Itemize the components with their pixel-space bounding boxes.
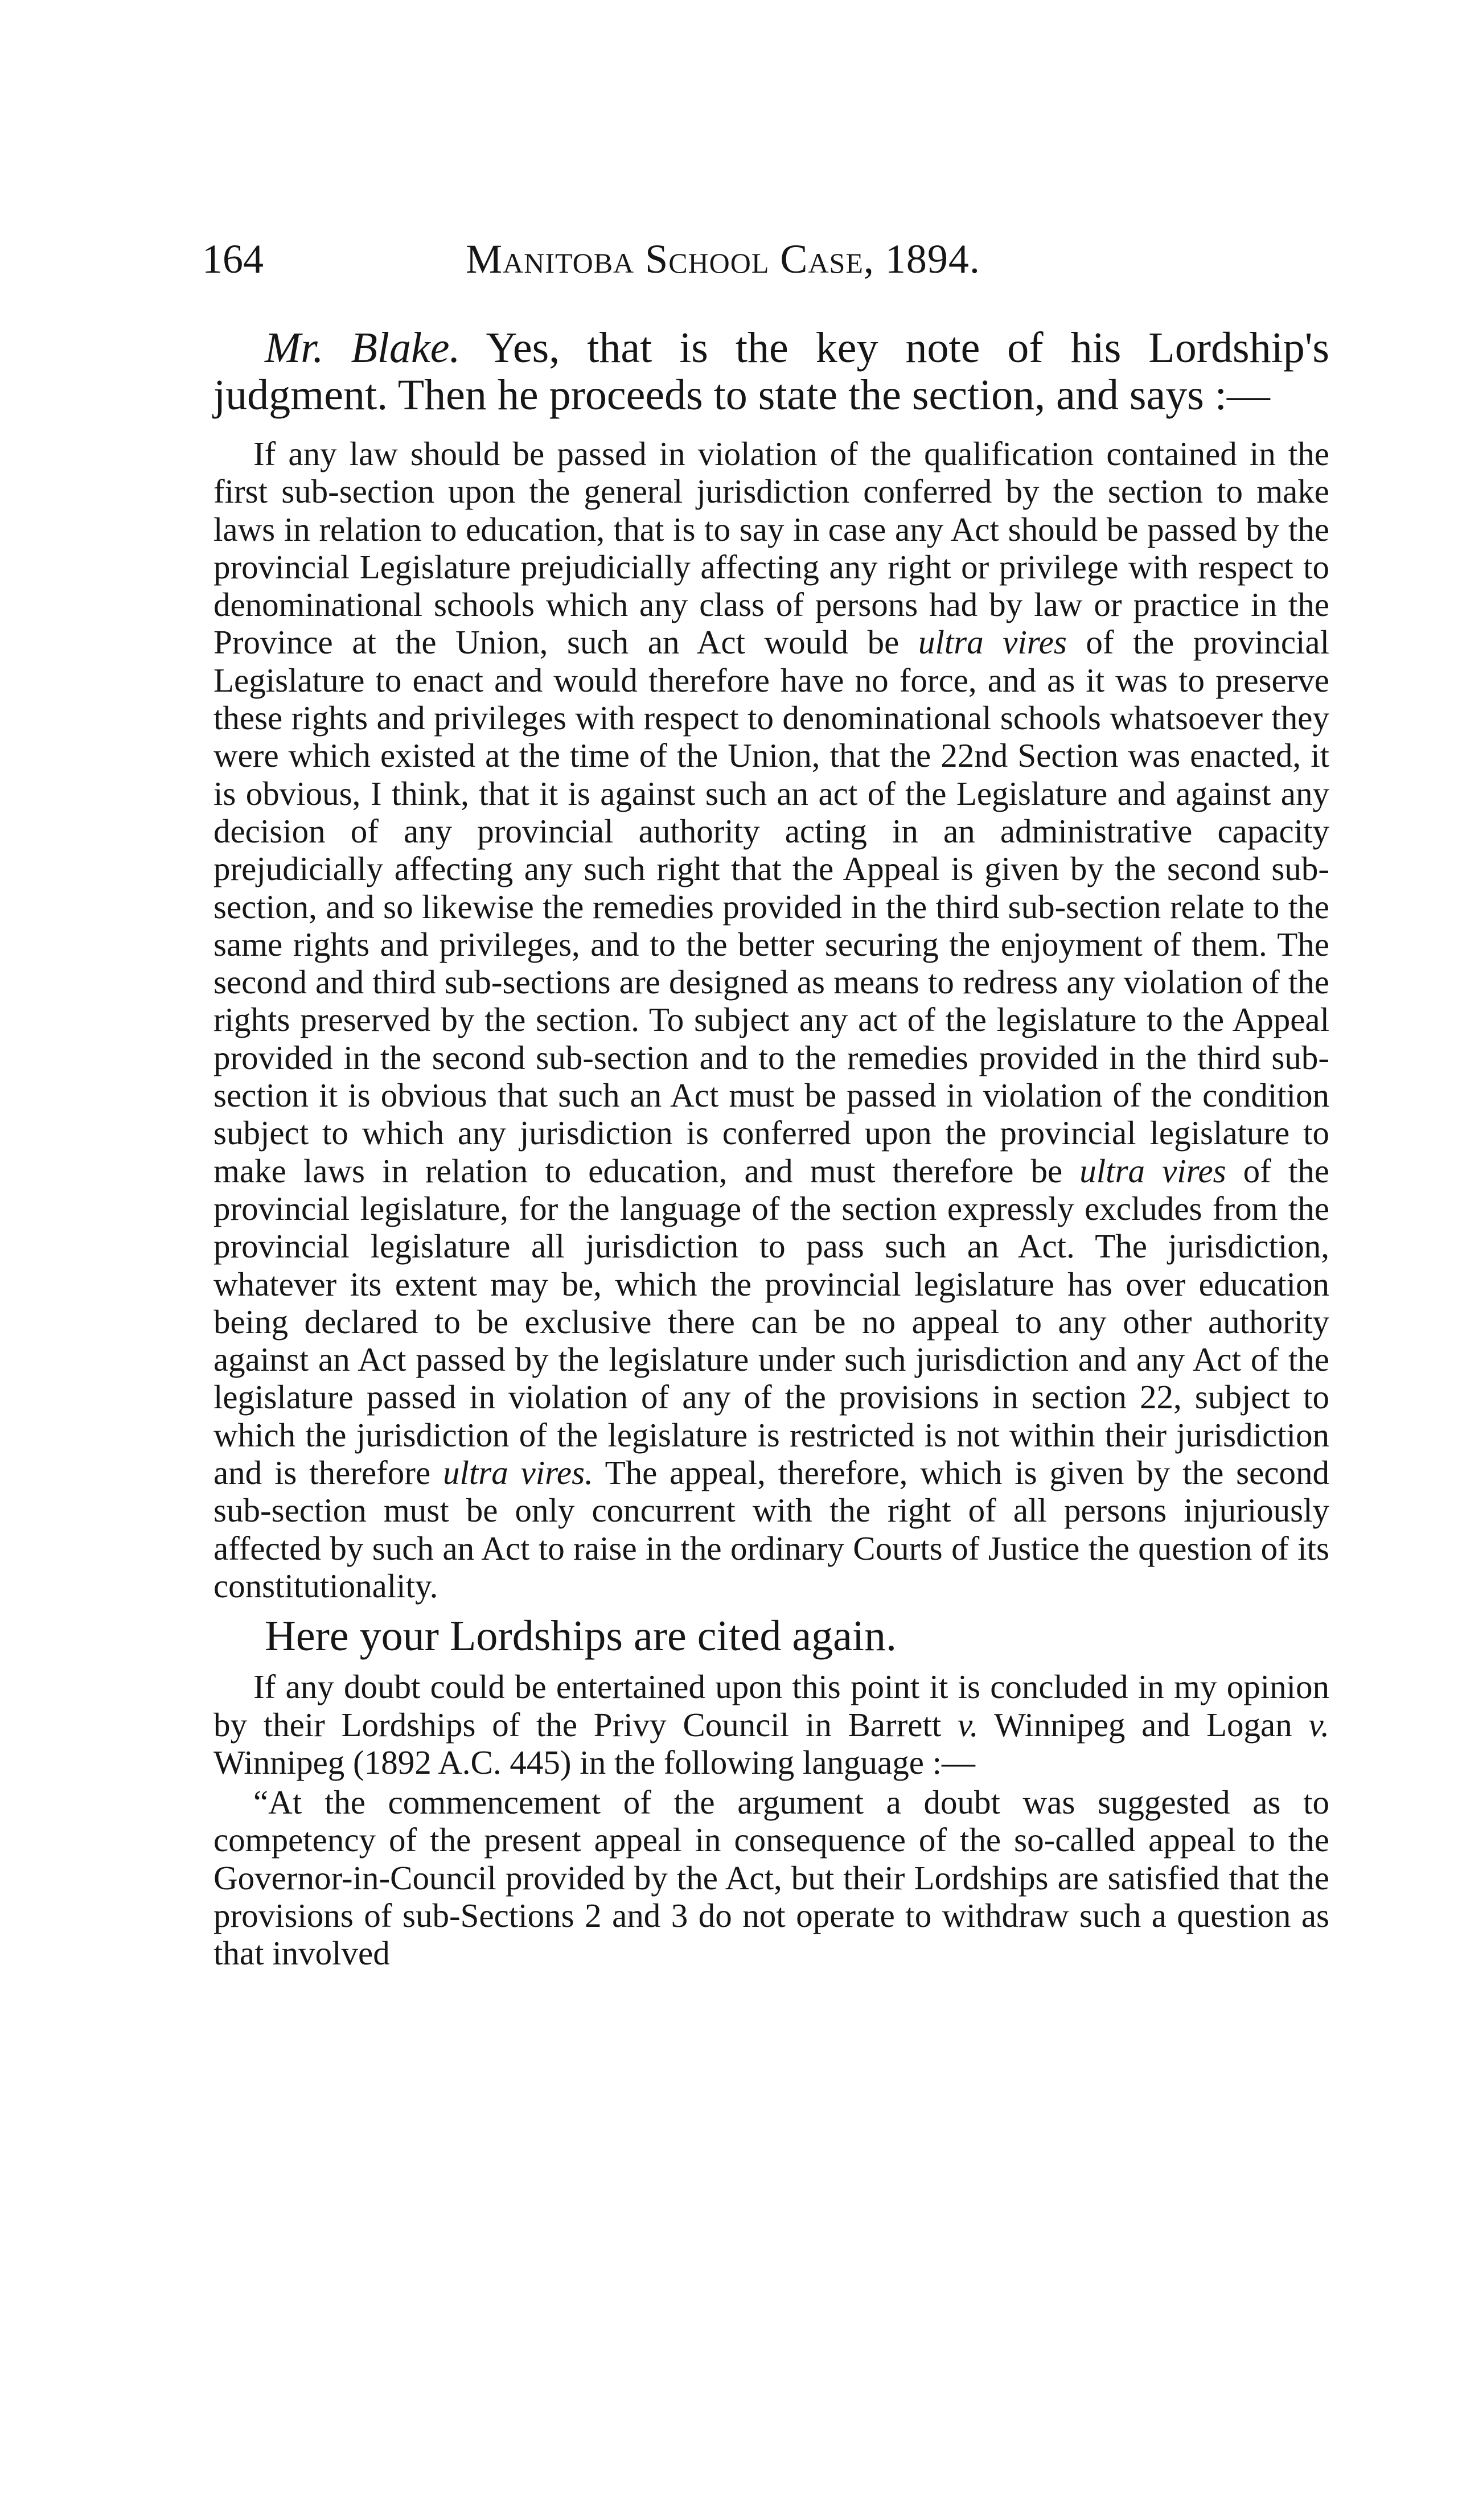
quotation-text-part-1: If any law should be passed in violation of the qualification contained in the first sub-section upon the general jurisdiction conferred by the section to make laws in relation to education, that is to say in case any Act should be passed by the provincial Legislature prejudicially affecting any right or privilege with respect to denominational schools which any class of persons had by law or practice in the Province at the Union, such an Act would be xyxy=(213,435,1329,661)
second-quotation-part-1: If any doubt could be entertained upon this point it is concluded in my opinion by their Lordships of the Privy Council in Barrett xyxy=(213,1668,1329,1744)
second-quotation-part-3: Winnipeg (1892 A.C. 445) in the following language :— xyxy=(213,1743,976,1781)
versus-abbreviation: v. xyxy=(1308,1705,1329,1744)
quotation-text-part-4: The appeal, therefore, which is given by the second sub-section must be only concurrent with the right of all persons injuriously affected by such an Act to raise in the ordinary Courts of Justice the question of its constitutionality. xyxy=(213,1454,1329,1605)
interjection-paragraph: Here your Lordships are cited again. xyxy=(265,1612,897,1660)
page-body xyxy=(213,324,1329,1972)
opening-paragraph xyxy=(213,324,1329,419)
opening-text: Yes, that is the key note of his Lordship's judgment. Then he proceeds to state the section, and says :— xyxy=(213,324,1329,419)
speaker-name: Mr. Blake. xyxy=(265,324,461,372)
quotation-text-part-3: of the provincial legislature, for the language of the section expressly excludes from the provincial legislature all jurisdiction to pass such an Act. The jurisdiction, whatever its extent may be, which the provincial legislature has over education being declared to be exclusive there can be no appeal to any other authority against an Act passed by the legislature under such jurisdiction and any Act of the legislature passed in violation of any of the provisions in section 22, subject to which the jurisdiction of the legislature is restricted is not within their jurisdiction and is therefore xyxy=(213,1152,1329,1492)
ultra-vires-term: ultra vires xyxy=(918,623,1067,661)
page-header xyxy=(202,231,1181,287)
quotation-text-part-2: of the provincial Legislature to enact and would therefore have no force, and as it was to preserve these rights and privileges with respect to denominational schools whatsoever they were which existed at the time of the Union, that the 22nd Section was enacted, it is obvious, I think, that it is against such an act of the Legislature and against any decision of any provincial authority acting in an administrative capacity prejudicially affecting any such right that the Appeal is given by the second sub-section, and so likewise the remedies provided in the third sub-section relate to the same rights and privileges, and to the better securing the enjoyment of them. The second and third sub-sections are designed as means to redress any violation of the rights preserved by the section. To subject any act of the legislature to the Appeal provided in the second sub-section and to the remedies provided in the third sub-section it is obvious that such an Act must be passed in violation of the condition subject to which any jurisdiction is conferred upon the provincial legislature to make laws in relation to education, and must therefore be xyxy=(213,623,1329,1190)
judgment-quotation xyxy=(213,435,1329,1605)
versus-abbreviation: v. xyxy=(957,1705,979,1744)
ultra-vires-term: ultra vires. xyxy=(442,1454,593,1492)
running-head: Manitoba School Case, 1894. xyxy=(466,236,980,282)
privy-council-quotation: “At the commencement of the argument a doubt was suggested as to competency of the present appeal in consequence of the so-called appeal to the Governor-in-Council provided by the Act, but their Lordships are satisfied that the provisions of sub-Sections 2 and 3 do not operate to withdraw such a question as that involved xyxy=(213,1783,1329,1972)
second-quotation xyxy=(213,1668,1329,1781)
ultra-vires-term: ultra vires xyxy=(1079,1152,1226,1190)
second-quotation-part-2: Winnipeg and Logan xyxy=(978,1705,1309,1744)
page-number: 164 xyxy=(202,236,264,282)
